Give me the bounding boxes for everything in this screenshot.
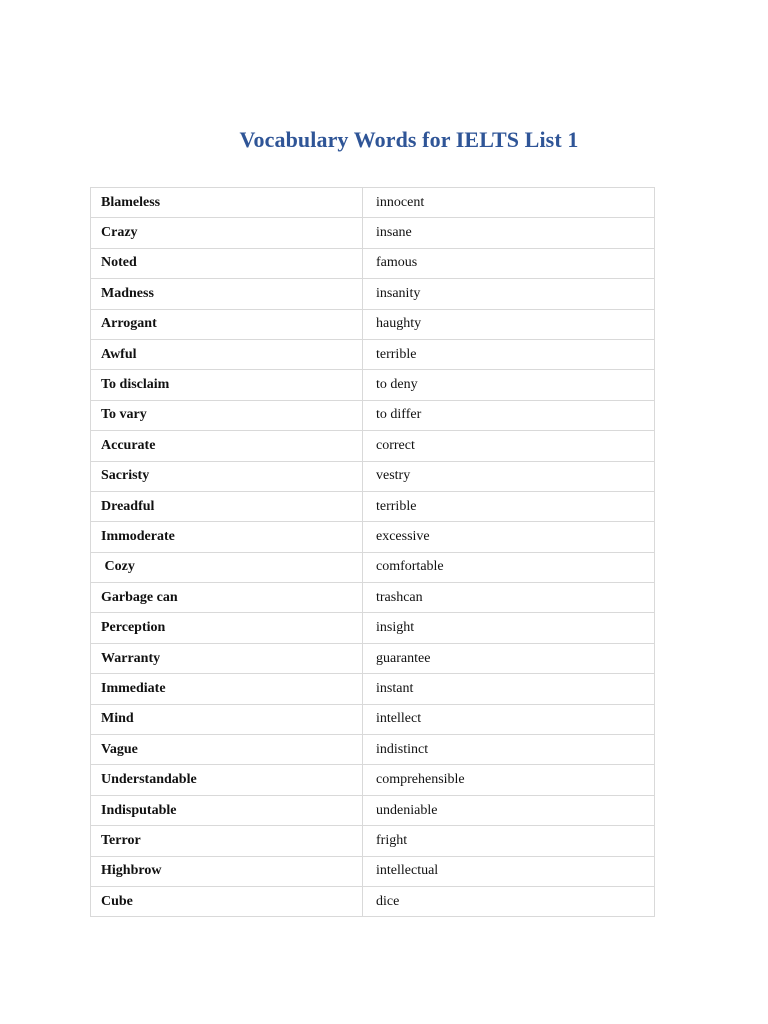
vocabulary-synonym: excessive [363, 522, 655, 552]
table-row [91, 218, 655, 248]
vocabulary-word: Accurate [91, 431, 363, 461]
table-row [91, 552, 655, 582]
table-row [91, 735, 655, 765]
table-row [91, 765, 655, 795]
vocabulary-synonym: insight [363, 613, 655, 643]
vocabulary-synonym: trashcan [363, 583, 655, 613]
page-title: Vocabulary Words for IELTS List 1 [239, 127, 579, 152]
vocabulary-synonym: innocent [363, 188, 655, 218]
table-row [91, 248, 655, 278]
vocabulary-word: Sacristy [91, 461, 363, 491]
vocabulary-synonym: indistinct [363, 735, 655, 765]
vocabulary-word: Terror [91, 826, 363, 856]
table-row [91, 795, 655, 825]
vocabulary-word: Mind [91, 704, 363, 734]
vocabulary-word: Awful [91, 339, 363, 369]
vocabulary-word: To vary [91, 400, 363, 430]
vocabulary-synonym: intellectual [363, 856, 655, 886]
vocabulary-word: Vague [91, 735, 363, 765]
vocabulary-word: Immoderate [91, 522, 363, 552]
table-row [91, 188, 655, 218]
vocabulary-synonym: famous [363, 248, 655, 278]
vocabulary-word: Understandable [91, 765, 363, 795]
vocabulary-synonym: fright [363, 826, 655, 856]
vocabulary-word: Highbrow [91, 856, 363, 886]
vocabulary-word: Cozy [91, 552, 363, 582]
table-row [91, 339, 655, 369]
vocabulary-word: Crazy [91, 218, 363, 248]
vocabulary-table-body [91, 188, 655, 917]
vocabulary-synonym: dice [363, 886, 655, 916]
table-row [91, 279, 655, 309]
table-row [91, 643, 655, 673]
vocabulary-word: Perception [91, 613, 363, 643]
vocabulary-word: Warranty [91, 643, 363, 673]
vocabulary-synonym: terrible [363, 339, 655, 369]
vocabulary-word: Immediate [91, 674, 363, 704]
table-row [91, 491, 655, 521]
vocabulary-word: Dreadful [91, 491, 363, 521]
vocabulary-synonym: comfortable [363, 552, 655, 582]
vocabulary-word: Garbage can [91, 583, 363, 613]
table-row [91, 431, 655, 461]
vocabulary-synonym: instant [363, 674, 655, 704]
vocabulary-synonym: insane [363, 218, 655, 248]
vocabulary-synonym: comprehensible [363, 765, 655, 795]
table-row [91, 856, 655, 886]
vocabulary-table [90, 187, 655, 917]
table-row [91, 583, 655, 613]
table-row [91, 522, 655, 552]
vocabulary-synonym: undeniable [363, 795, 655, 825]
vocabulary-synonym: to deny [363, 370, 655, 400]
table-row [91, 613, 655, 643]
table-row [91, 886, 655, 916]
vocabulary-synonym: haughty [363, 309, 655, 339]
vocabulary-word: Blameless [91, 188, 363, 218]
table-row [91, 309, 655, 339]
vocabulary-word: Arrogant [91, 309, 363, 339]
table-row [91, 461, 655, 491]
vocabulary-synonym: to differ [363, 400, 655, 430]
vocabulary-word: Indisputable [91, 795, 363, 825]
table-row [91, 370, 655, 400]
vocabulary-word: Cube [91, 886, 363, 916]
vocabulary-word: Madness [91, 279, 363, 309]
vocabulary-synonym: correct [363, 431, 655, 461]
table-row [91, 674, 655, 704]
table-row [91, 704, 655, 734]
vocabulary-synonym: intellect [363, 704, 655, 734]
vocabulary-synonym: insanity [363, 279, 655, 309]
table-row [91, 826, 655, 856]
vocabulary-word: To disclaim [91, 370, 363, 400]
vocabulary-synonym: vestry [363, 461, 655, 491]
table-row [91, 400, 655, 430]
vocabulary-synonym: terrible [363, 491, 655, 521]
vocabulary-word: Noted [91, 248, 363, 278]
vocabulary-synonym: guarantee [363, 643, 655, 673]
